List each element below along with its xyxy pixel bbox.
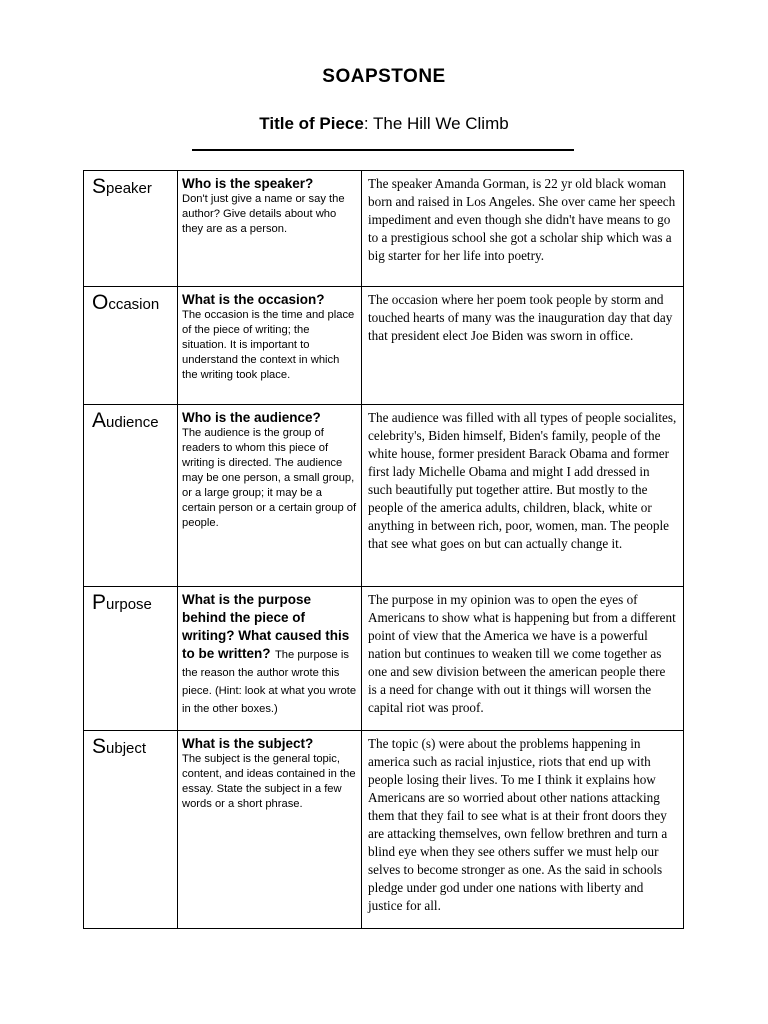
category-cell (84, 405, 178, 587)
table-row-speaker (84, 171, 684, 287)
prompt-question: Who is the speaker? (182, 176, 314, 191)
prompt-help: The audience is the group of readers to whom this piece of writing is directed. The audience may be one person, a small group, or a large group; it may be a certain person or a certain group of people. (182, 427, 357, 529)
category-initial: A (92, 409, 107, 432)
response-cell (362, 587, 684, 731)
response-cell (362, 731, 684, 929)
category-cell (84, 587, 178, 731)
category-cell (84, 287, 178, 405)
response-text: The topic (s) were about the problems happening in america such as racial injustice, riots that end up with people losing their lives. To me I think it explains how Americans are so worried about other nations attacking them that they fail to see what is at their front doors they are attacking themselves, own fellow brethren and turn a blind eye when they see others suffer we must help our selves to become stronger as one. As the said in schools pledge under god under one nations with liberty and justice for all. (368, 736, 668, 913)
prompt-question: What is the subject? (182, 736, 314, 751)
piece-title-label: Title of Piece (259, 114, 364, 133)
page-title: SOAPSTONE (322, 66, 446, 87)
response-cell (362, 287, 684, 405)
prompt-help: The purpose is the reason the author wrote this piece. (Hint: look at what you wrote in the other boxes.) (182, 649, 357, 715)
soapstone-table (83, 170, 684, 929)
title-underline (192, 149, 574, 151)
table-row-audience (84, 405, 684, 587)
table-row-occasion (84, 287, 684, 405)
category-rest: peaker (106, 180, 152, 197)
prompt-cell (178, 731, 362, 929)
piece-title-separator: : (363, 114, 373, 133)
category-cell (84, 731, 178, 929)
category-initial: O (92, 291, 109, 314)
prompt-help: The occasion is the time and place of the piece of writing; the situation. It is important to understand the context in which the writing took place. (182, 309, 355, 381)
table-row-subject (84, 731, 684, 929)
response-text: The speaker Amanda Gorman, is 22 yr old black woman born and raised in Los Angeles. She over came her speech impediment and even though she didn't have means to go to a prestigious school she got a scholar ship which was a big starter for her life into poetry. (368, 176, 676, 263)
category-initial: S (92, 175, 107, 198)
response-cell (362, 405, 684, 587)
prompt-question: What is the purpose behind the piece of writing? What caused this to be written? (182, 592, 350, 661)
piece-title-value: The Hill We Climb (372, 114, 509, 133)
category-initial: S (92, 735, 107, 758)
prompt-cell (178, 587, 362, 731)
response-cell (362, 171, 684, 287)
response-text: The occasion where her poem took people by storm and touched hearts of many was the inauguration day that day that president elect Joe Biden was sworn in office. (368, 292, 673, 343)
prompt-cell (178, 287, 362, 405)
prompt-question: Who is the audience? (182, 410, 321, 425)
piece-title-line (0, 114, 768, 134)
prompt-help: The subject is the general topic, content, and ideas contained in the essay. State the subject in a few words or a short phrase. (182, 753, 356, 810)
prompt-cell (178, 405, 362, 587)
response-text: The purpose in my opinion was to open the eyes of Americans to show what is happening but from a different point of view that the America we have is a powerful nation but continues to weaken till we come together as one and sew division between the american people there is a need for change with out it things will worsen the capital riot was proof. (368, 592, 676, 715)
category-rest: ubject (106, 740, 147, 757)
category-rest: urpose (106, 596, 152, 613)
prompt-help: Don't just give a name or say the author? Give details about who they are as a person. (182, 193, 345, 235)
category-rest: ccasion (108, 296, 160, 313)
table-row-purpose (84, 587, 684, 731)
response-text: The audience was filled with all types of people socialites, celebrity's, Biden himself, Biden's family, people of the white house, former president Barack Obama and former first lady Michelle Obama and might I add dressed in such beautifully put together attire. But mostly to the people of the america adults, children, black, white or anything in between rich, poor, women, man. The people that see what goes on but can actually change it. (368, 410, 677, 551)
category-cell (84, 171, 178, 287)
prompt-cell (178, 171, 362, 287)
category-initial: P (92, 591, 107, 614)
category-rest: udience (106, 414, 159, 431)
prompt-question: What is the occasion? (182, 292, 325, 307)
